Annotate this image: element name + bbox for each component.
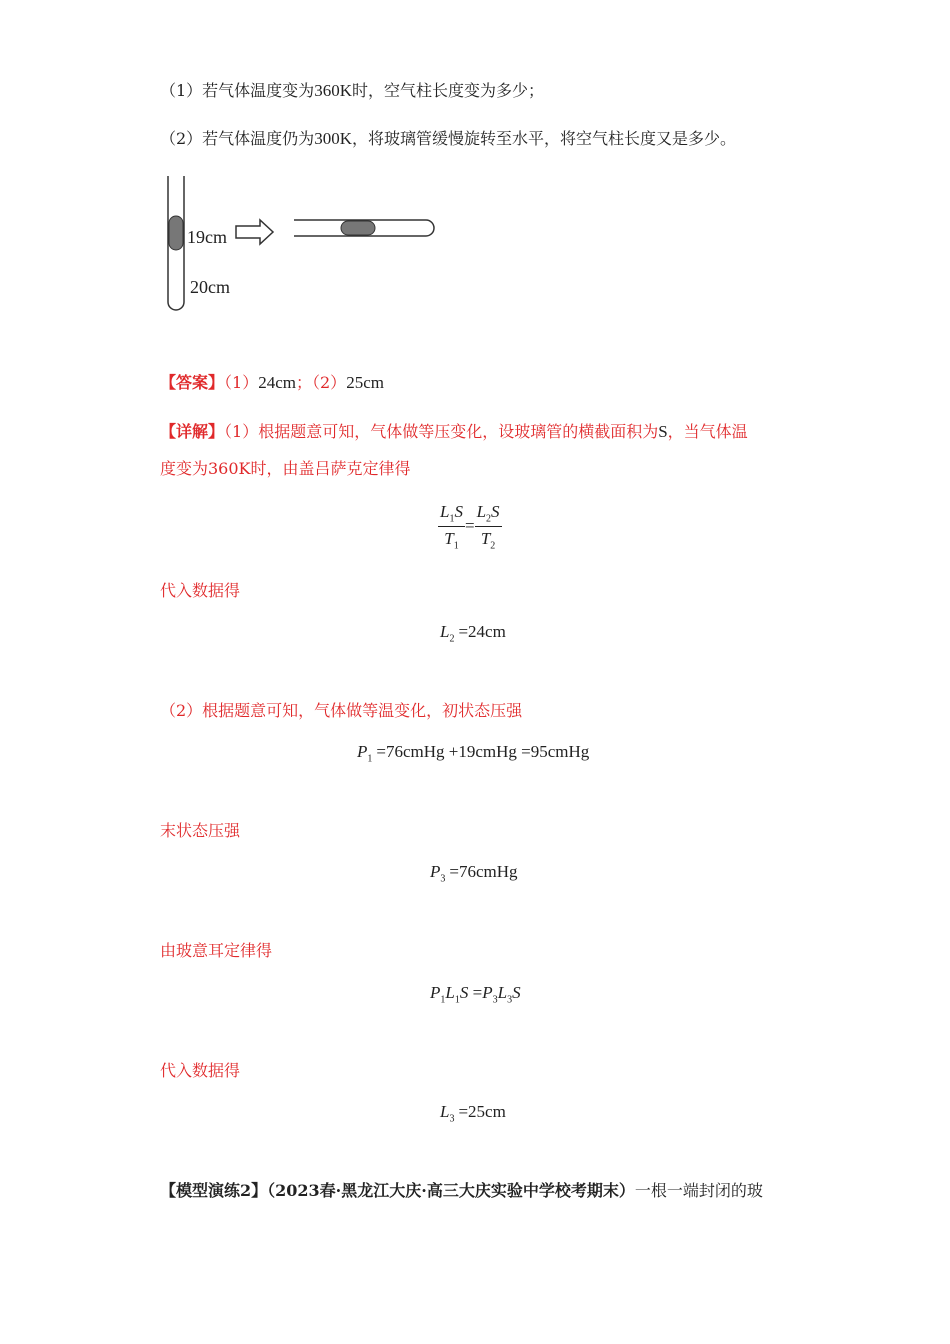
- answer-part1-value: 24cm: [258, 373, 296, 392]
- final-pressure-label: 末状态压强: [160, 821, 241, 840]
- question-1-prefix: （1）若气体温度变为: [160, 81, 315, 100]
- mercury-column-horizontal: [341, 221, 375, 235]
- exercise-tag: 【模型演练2】: [160, 1181, 268, 1200]
- answer-part1-label: （1）: [224, 373, 259, 392]
- question-2-prefix: （2）若气体温度仍为: [160, 129, 315, 148]
- analysis-line-1-text: （1）根据题意可知，气体做等压变化，设玻璃管的横截面积为: [224, 422, 659, 441]
- rhs-fraction: $\frac{L_2S}{T_2}$: [476, 502, 500, 552]
- equation-p3: $P_3$ =76cmHg: [430, 862, 518, 885]
- analysis-tag: 【详解】: [160, 422, 225, 441]
- question-2-temperature: 300K: [314, 129, 352, 148]
- equation-gay-lussac: [438, 502, 502, 552]
- air-column-length-label: 20cm: [190, 277, 230, 297]
- question-1-temperature: 360K: [314, 81, 352, 100]
- boyle-law-label: 由玻意耳定律得: [160, 941, 273, 960]
- answer-separator: ；: [295, 373, 312, 392]
- mercury-column-vertical: [169, 216, 183, 250]
- substitute-line-2: 代入数据得: [160, 1061, 241, 1080]
- answer-tag: 【答案】: [160, 373, 225, 392]
- analysis-line-1: [160, 419, 748, 442]
- analysis-line-1-end: ，当气体温: [667, 422, 748, 441]
- next-exercise: [160, 1178, 763, 1201]
- equation-p1: $P_1$ =76cmHg +19cmHg =95cmHg: [357, 742, 590, 765]
- equals-sign: =: [464, 515, 475, 535]
- area-symbol: S: [658, 422, 668, 441]
- question-2-suffix: ，将玻璃管缓慢旋转至水平，将空气柱长度又是多少。: [351, 129, 736, 148]
- rotate-arrow-icon: [236, 220, 273, 244]
- analysis-part-2-intro: （2）根据题意可知，气体做等温变化，初状态压强: [160, 701, 523, 720]
- answer-part2-value: 25cm: [346, 373, 384, 392]
- question-1: [160, 78, 544, 101]
- question-1-suffix: 时，空气柱长度变为多少；: [351, 81, 544, 100]
- mercury-length-label: 19cm: [187, 227, 227, 247]
- answer-line: [160, 370, 384, 393]
- lhs-fraction: $\frac{L_1S}{T_1}$: [440, 502, 463, 552]
- equation-l2: $L_2 =24cm$: [440, 622, 506, 645]
- glass-tube-figure: [160, 170, 460, 320]
- analysis-line-2: 度变为360K时，由盖吕萨克定律得: [160, 459, 411, 478]
- exercise-source: （2023春·黑龙江大庆·高三大庆实验中学校考期末）: [267, 1181, 635, 1200]
- equation-boyle: $P_1L_1S =P_3L_3S$: [430, 983, 521, 1006]
- answer-part2-label: （2）: [312, 373, 347, 392]
- question-2: [160, 126, 736, 149]
- equation-l3: $L_3 =25cm$: [440, 1102, 506, 1125]
- exercise-text: 一根一端封闭的玻: [634, 1181, 763, 1200]
- substitute-line-1: 代入数据得: [160, 581, 241, 600]
